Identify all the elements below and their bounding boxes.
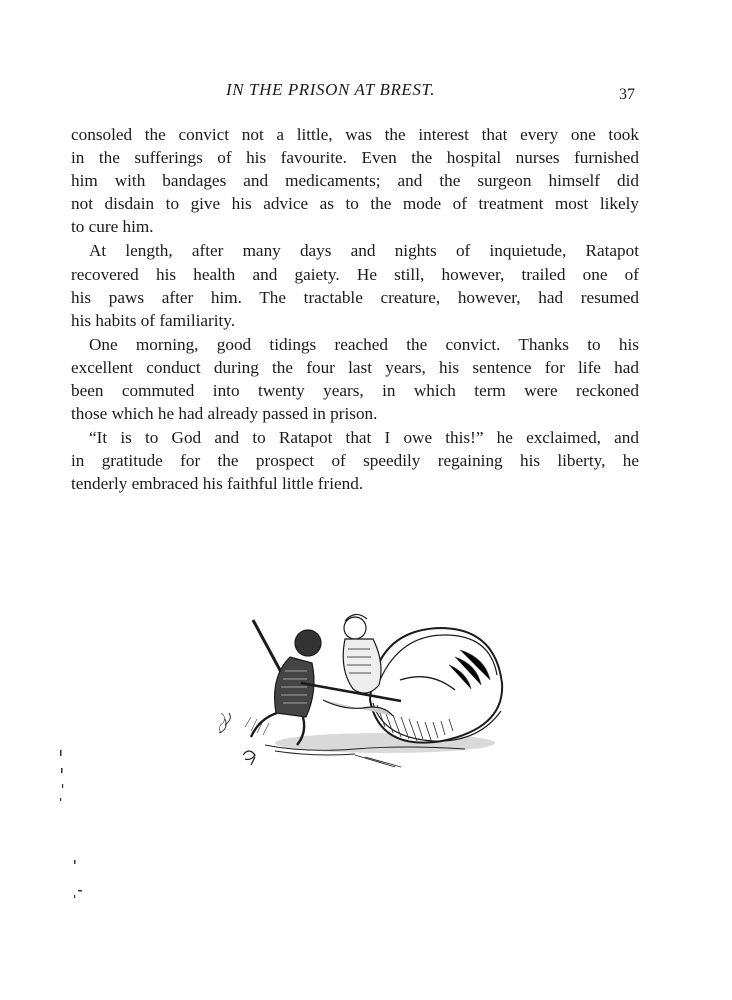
text-line: tenderly embraced his faithful little friend. [71, 474, 364, 494]
child-figure [343, 614, 381, 693]
text-line: his habits of familiarity. [71, 310, 236, 330]
text-line: to cure him. [71, 217, 154, 237]
text-line: in gratitude for the prospect of speedily regaining his liberty, he [71, 451, 639, 471]
paragraph-2 [71, 239, 639, 331]
body-text [71, 123, 639, 496]
paragraph-3 [71, 333, 639, 425]
text-line: consoled the convict not a little, was the interest that every one took [71, 125, 639, 144]
millstone [370, 628, 502, 743]
margin-specks [52, 740, 92, 920]
page-number: 37 [619, 86, 635, 103]
paragraph-4 [71, 426, 639, 495]
text-line: been commuted into twenty years, in which term were reckoned [71, 381, 639, 401]
text-line: excellent conduct during the four last years, his sentence for life had [71, 357, 639, 377]
running-title: IN THE PRISON AT BREST. [226, 80, 436, 99]
text-line: his paws after him. The tractable creature, however, had resumed [71, 287, 639, 307]
paragraph-1 [71, 123, 639, 238]
text-line: One morning, good tidings reached the convict. Thanks to his [89, 334, 639, 354]
text-line: recovered his health and gaiety. He still, however, trailed one of [71, 264, 639, 284]
text-line: “It is to God and to Ratapot that I owe this!” he exclaimed, and [89, 428, 639, 448]
text-line: not disdain to give his advice as to the mode of treatment most likely [71, 194, 639, 214]
artist-monogram [243, 751, 255, 765]
running-head [0, 80, 732, 104]
text-line: him with bandages and medicaments; and the surgeon himself did [71, 171, 639, 191]
engraving-illustration [205, 605, 515, 780]
text-line: At length, after many days and nights of inquietude, Ratapot [89, 241, 639, 261]
text-line: those which he had already passed in prison. [71, 404, 378, 424]
text-line: in the sufferings of his favourite. Even the hospital nurses furnished [71, 148, 639, 168]
